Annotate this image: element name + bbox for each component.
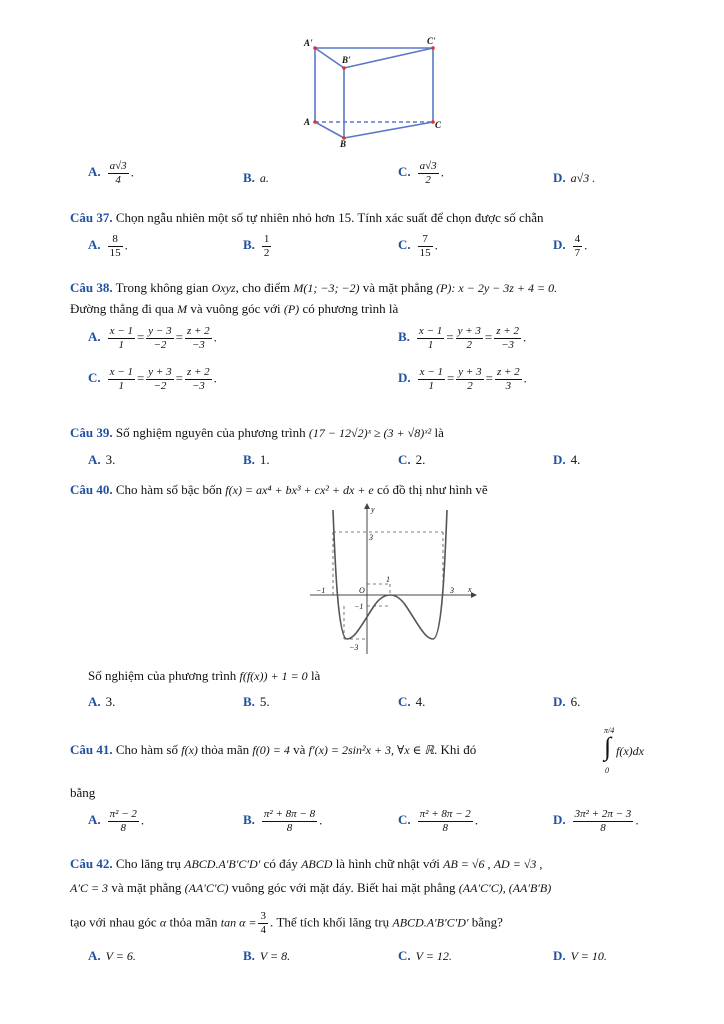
tick-3-y-label: 3 xyxy=(369,533,373,542)
q42-option-c[interactable]: C. V = 12. xyxy=(398,948,452,963)
tick-neg3-label: −3 xyxy=(349,643,359,652)
vertex-c-label: C xyxy=(435,120,442,130)
q39-option-d[interactable]: D. 4. xyxy=(553,452,581,467)
q37-stem: Câu 37. Chọn ngẫu nhiên một số tự nhiên nhỏ hơn 15. Tính xác suất để chọn được số chẵn xyxy=(70,210,544,225)
q42-stem-line3: tạo với nhau góc α thỏa mãn tan α = $\frac{3}{4}$ . Thể tích khối lăng trụ ABCD.A′B′C′D′ bằng? xyxy=(70,910,503,936)
q38-stem-line1: Câu 38. Trong không gian Oxyz, cho điểm M(1; −3; −2) và mặt phẳng (P): x − 2y − 3z + 4 = 0. xyxy=(70,280,558,295)
q36-option-a[interactable]: A. $\frac{a√3}{4}$ . xyxy=(88,160,134,186)
q39-option-b[interactable]: B. 1. xyxy=(243,452,270,467)
q42-stem-line2: A′C = 3 và mặt phẳng (AA′C′C) vuông góc với mặt đáy. Biết hai mặt phẳng (AA′C′C), (AA′B′B) xyxy=(70,880,552,895)
y-axis-label: y xyxy=(371,505,375,514)
q41-option-a[interactable]: A. $\frac{\text{π² − 2}}{8}$ . xyxy=(88,808,145,834)
q42-stem-line1: Câu 42. Cho lăng trụ ABCD.A′B′C′D′ có đáy ABCD là hình chữ nhật với AB = √6 , AD = √3 , xyxy=(70,856,543,871)
q40-option-a[interactable]: A. 3. xyxy=(88,694,116,709)
q38-option-a[interactable]: A. $\frac{x - 1}{1}$ = $\frac{y - 3}{-2}$ = $\frac{z + 2}{-3}$ . xyxy=(88,325,217,351)
q36-option-c[interactable]: C. $\frac{a√3}{2}$ . xyxy=(398,160,444,186)
tick-3-x-label: 3 xyxy=(450,586,454,595)
q38-stem-line2: Đường thẳng đi qua M và vuông góc với (P) có phương trình là xyxy=(70,301,399,316)
q37-option-d[interactable]: D. $\frac{4}{7}$ . xyxy=(553,233,588,259)
q40-option-b[interactable]: B. 5. xyxy=(243,694,270,709)
q41-stem: Câu 41. Cho hàm số f(x) thỏa mãn f(0) = 4 và f′(x) = 2sin²x + 3, ∀x ∈ ℝ. Khi đó xyxy=(70,742,477,757)
q41-option-d[interactable]: D. $\frac{\text{3π² + 2π − 3}}{8}$ . xyxy=(553,808,639,834)
tick-neg1-y-label: −1 xyxy=(354,602,364,611)
q42-option-b[interactable]: B. V = 8. xyxy=(243,948,291,963)
q42-option-a[interactable]: A. V = 6. xyxy=(88,948,136,963)
tick-neg1-x-label: −1 xyxy=(316,586,326,595)
q40-option-c[interactable]: C. 4. xyxy=(398,694,426,709)
q41-option-c[interactable]: C. $\frac{\text{π² + 8π − 2}}{8}$ . xyxy=(398,808,479,834)
x-axis-label: x xyxy=(468,585,472,594)
prism-figure xyxy=(300,36,450,148)
q37-option-c[interactable]: C. $\frac{7}{15}$ . xyxy=(398,233,438,259)
q38-option-c[interactable]: C. $\frac{x - 1}{1}$ = $\frac{y + 3}{-2}$ = $\frac{z + 2}{-3}$ . xyxy=(88,366,217,392)
q38-option-d[interactable]: D. $\frac{x - 1}{1}$ = $\frac{y + 3}{2}$ = $\frac{z + 2}{3}$ . xyxy=(398,366,527,392)
q39-option-a[interactable]: A. 3. xyxy=(88,452,116,467)
q40-stem: Câu 40. Cho hàm số bậc bốn f(x) = ax⁴ + bx³ + cx² + dx + e có đồ thị như hình vẽ xyxy=(70,482,488,497)
q41-stem-line2: bằng xyxy=(70,785,96,800)
origin-label: O xyxy=(359,586,365,595)
q38-option-b[interactable]: B. $\frac{x - 1}{1}$ = $\frac{y + 3}{2}$ = $\frac{z + 2}{-3}$ . xyxy=(398,325,527,351)
q42-option-d[interactable]: D. V = 10. xyxy=(553,948,607,963)
vertex-b-label: B xyxy=(340,139,347,148)
q37-option-b[interactable]: B. $\frac{1}{2}$ xyxy=(243,233,270,259)
q36-option-d[interactable]: D. a√3 . xyxy=(553,170,596,185)
q36-option-b[interactable]: B. a. xyxy=(243,170,269,185)
vertex-b1-label: B' xyxy=(342,55,351,65)
q39-stem: Câu 39. Số nghiệm nguyên của phương trình (17 − 12√2)ˣ ≥ (3 + √8)ˣ² là xyxy=(70,425,444,440)
vertex-a-label: A xyxy=(304,117,311,127)
q39-option-c[interactable]: C. 2. xyxy=(398,452,426,467)
q40-option-d[interactable]: D. 6. xyxy=(553,694,581,709)
vertex-c1-label: C' xyxy=(427,36,436,46)
vertex-a1-label: A' xyxy=(304,38,313,48)
quartic-graph xyxy=(302,502,482,658)
q37-option-a[interactable]: A. $\frac{8}{15}$ . xyxy=(88,233,128,259)
integral-sign: ∫ xyxy=(604,732,612,761)
q40-question: Số nghiệm của phương trình f(f(x)) + 1 = 0 là xyxy=(88,668,321,683)
tick-1-y-label: 1 xyxy=(386,575,390,584)
q41-option-b[interactable]: B. $\frac{\text{π² + 8π − 8}}{8}$ . xyxy=(243,808,323,834)
